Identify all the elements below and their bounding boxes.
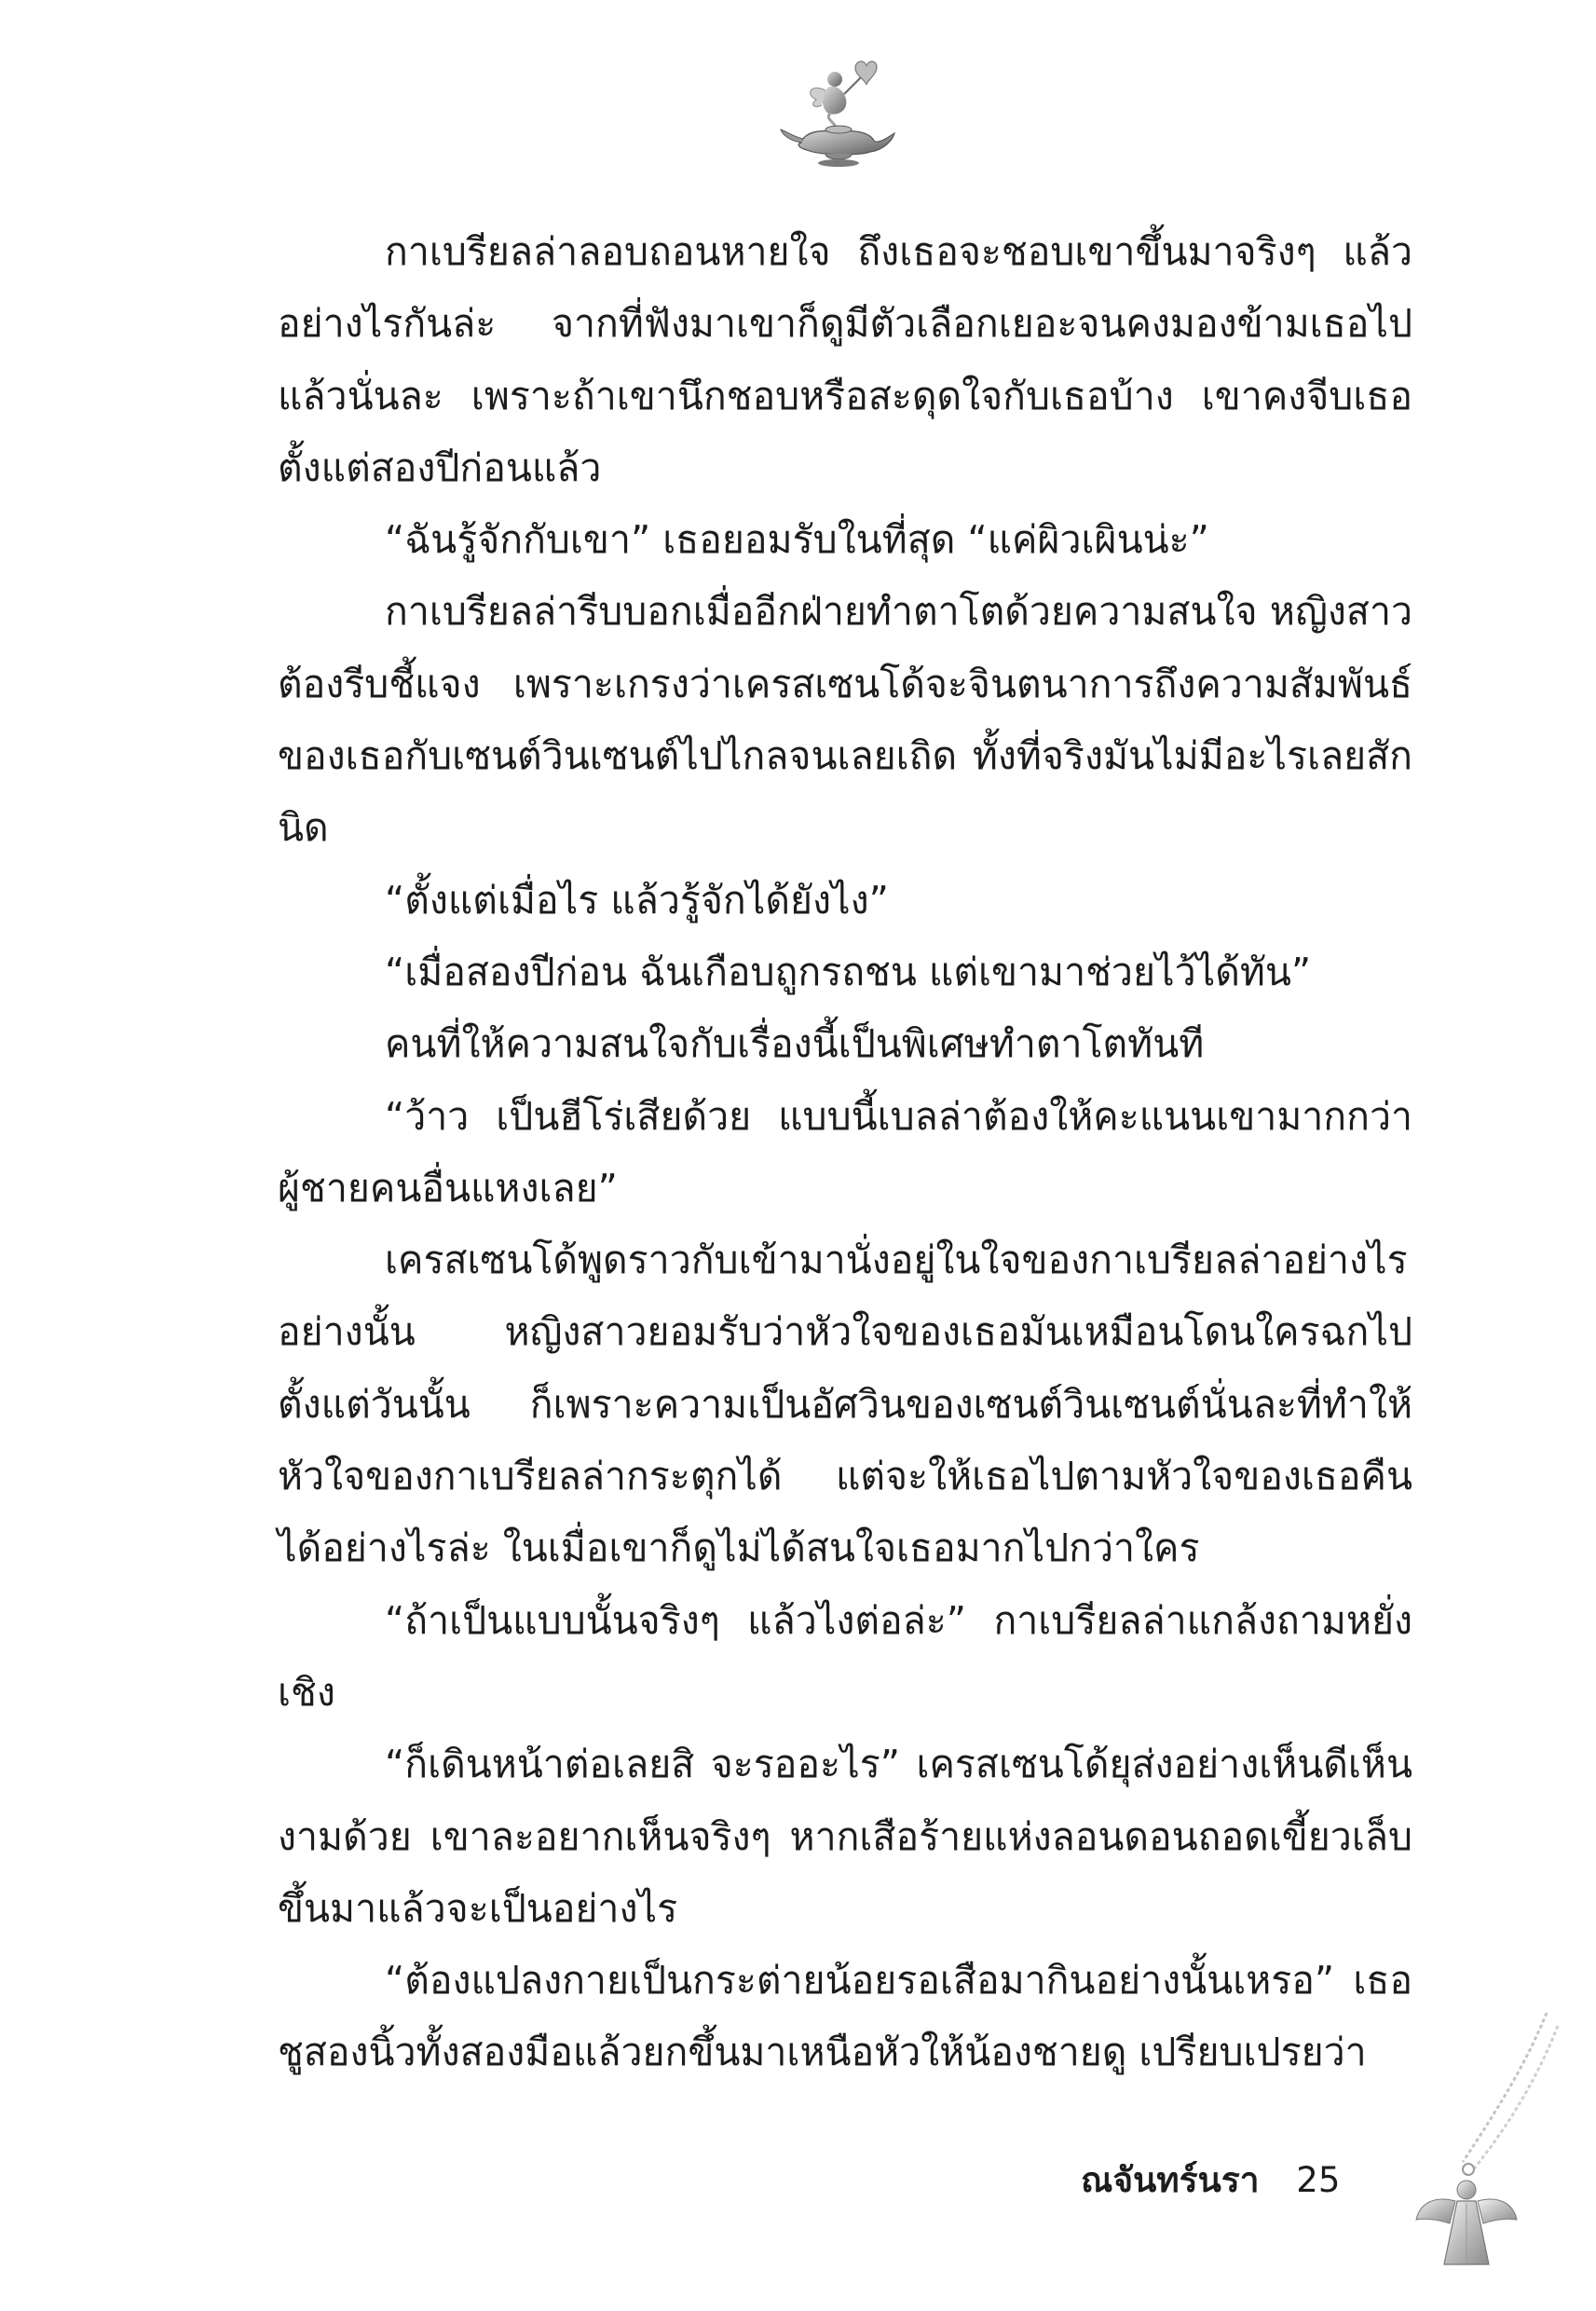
author-name: ณจันทร์นรา bbox=[1081, 2160, 1260, 2200]
paragraph: “ต้องแปลงกายเป็นกระต่ายน้อยรอเสือมากินอย่างนั้นเหรอ” เธอชูสองนิ้วทั้งสองมือแล้วยกขึ้นมาเหนือหัวให้น้องชายดู เปรียบเปรยว่า bbox=[278, 1958, 1412, 2075]
paragraph: “ว้าว เป็นฮีโร่เสียด้วย แบบนี้เบลล่าต้องให้คะแนนเขามากกว่าผู้ชายคนอื่นแหงเลย” bbox=[278, 1093, 1412, 1210]
body-text bbox=[278, 216, 1412, 2089]
page-number: 25 bbox=[1296, 2160, 1341, 2200]
angel-pendant-icon bbox=[1398, 2003, 1565, 2283]
paragraph: “ฉันรู้จักกับเขา” เธอยอมรับในที่สุด “แค่ผิวเผินน่ะ” bbox=[385, 517, 1209, 563]
paragraph: “ถ้าเป็นแบบนั้นจริงๆ แล้วไงต่อล่ะ” กาเบรียลล่าแกล้งถามหยั่งเชิง bbox=[278, 1597, 1412, 1715]
page-footer bbox=[1081, 2153, 1340, 2208]
paragraph: “ก็เดินหน้าต่อเลยสิ จะรออะไร” เครสเซนโด้ยุส่งอย่างเห็นดีเห็นงามด้วย เขาละอยากเห็นจริงๆ หากเสือร้ายแห่งลอนดอนถอดเขี้ยวเล็บขึ้นมาแล้วจะเป็นอย่างไร bbox=[278, 1742, 1412, 1931]
paragraph: คนที่ให้ความสนใจกับเรื่องนี้เป็นพิเศษทำตาโตทันที bbox=[385, 1021, 1205, 1067]
paragraph: เครสเซนโด้พูดราวกับเข้ามานั่งอยู่ในใจของกาเบรียลล่าอย่างไรอย่างนั้น หญิงสาวยอมรับว่าหัวใจของเธอมันเหมือนโดนใครฉกไปตั้งแต่วันนั้น ก็เพราะความเป็นอัศวินของเซนต์วินเซนต์นั่นละที่ทำให้หัวใจของกาเบรียลล่ากระตุกได้ แต่จะให้เธอไปตามหัวใจของเธอคืนได้อย่างไรล่ะ ในเมื่อเขาก็ดูไม่ได้สนใจเธอมากไปกว่าใคร bbox=[278, 1238, 1412, 1571]
paragraph: กาเบรียลล่ารีบบอกเมื่ออีกฝ่ายทำตาโตด้วยความสนใจ หญิงสาวต้องรีบชี้แจง เพราะเกรงว่าเครสเซนโด้จะจินตนาการถึงความสัมพันธ์ของเธอกับเซนต์วินเซนต์ไปไกลจนเลยเถิด ทั้งที่จริงมันไม่มีอะไรเลยสักนิด bbox=[278, 589, 1412, 851]
paragraph: กาเบรียลล่าลอบถอนหายใจ ถึงเธอจะชอบเขาขึ้นมาจริงๆ แล้วอย่างไรกันล่ะ จากที่ฟังมาเขาก็ดูมีตัวเลือกเยอะจนคงมองข้ามเธอไปแล้วนั่นละ เพราะถ้าเขานึกชอบหรือสะดุดใจกับเธอบ้าง เขาคงจีบเธอตั้งแต่สองปีก่อนแล้ว bbox=[278, 229, 1412, 490]
paragraph: “เมื่อสองปีก่อน ฉันเกือบถูกรถชน แต่เขามาช่วยไว้ได้ทัน” bbox=[385, 949, 1312, 994]
genie-lamp-cupid-icon bbox=[773, 51, 904, 172]
paragraph: “ตั้งแต่เมื่อไร แล้วรู้จักได้ยังไง” bbox=[385, 877, 889, 923]
